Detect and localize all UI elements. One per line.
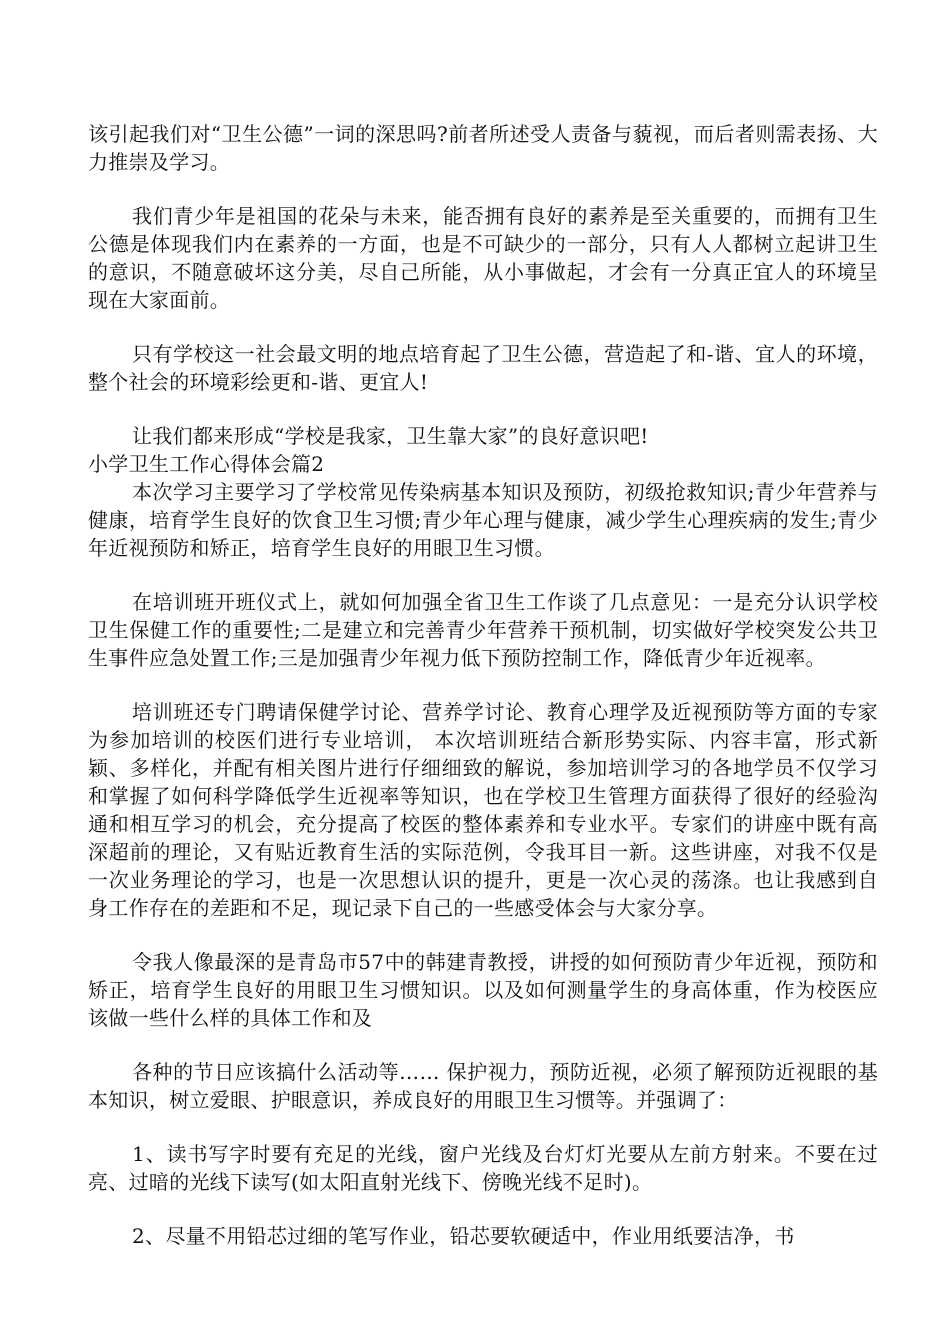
paragraph: 令我人像最深的是青岛市57中的韩建青教授，讲授的如何预防青少年近视，预防和矫正，培育学生良好的用眼卫生习惯知识。以及如何测量学生的身高体重，作为校医应该做一些什么样的具体工作和及	[88, 950, 878, 1030]
paragraph: 本次学习主要学习了学校常见传染病基本知识及预防，初级抢救知识;青少年营养与健康，培育学生良好的饮食卫生习惯;青少年心理与健康，减少学生心理疾病的发生;青少年近视预防和矫正，培育学生良好的用眼卫生习惯。	[88, 480, 878, 560]
paragraph: 培训班还专门聘请保健学讨论、营养学讨论、教育心理学及近视预防等方面的专家为参加培训的校医们进行专业培训， 本次培训班结合新形势实际、内容丰富，形式新颖、多样化，并配有相关图片进行仔细细致的解说，参加培训学习的各地学员不仅学习和掌握了如何科学降低学生近视率等知识，也在学校卫生管理方面获得了很好的经验沟通和相互学习的机会，充分提高了校医的整体素养和专业水平。专家们的讲座中既有高深超前的理论，又有贴近教育生活的实际范例，令我耳目一新。这些讲座，对我不仅是一次业务理论的学习，也是一次思想认识的提升，更是一次心灵的荡涤。也让我感到自身工作存在的差距和不足，现记录下自己的一些感受体会与大家分享。	[88, 700, 878, 920]
paragraph: 我们青少年是祖国的花朵与未来，能否拥有良好的素养是至关重要的，而拥有卫生公德是体现我们内在素养的一方面，也是不可缺少的一部分，只有人人都树立起讲卫生的意识，不随意破坏这分美，尽自己所能，从小事做起，才会有一分真正宜人的环境呈现在大家面前。	[88, 204, 878, 312]
paragraph: 该引起我们对“卫生公德”一词的深思吗?前者所述受人责备与藐视，而后者则需表扬、大力推崇及学习。	[88, 122, 878, 174]
paragraph: 各种的节日应该搞什么活动等…… 保护视力，预防近视，必须了解预防近视眼的基本知识，树立爱眼、护眼意识，养成良好的用眼卫生习惯等。并强调了：	[88, 1060, 878, 1112]
paragraph: 在培训班开班仪式上，就如何加强全省卫生工作谈了几点意见：一是充分认识学校卫生保健工作的重要性;二是建立和完善青少年营养干预机制，切实做好学校突发公共卫生事件应急处置工作;三是加强青少年视力低下预防控制工作，降低青少年近视率。	[88, 590, 878, 670]
list-item: 1、读书写字时要有充足的光线，窗户光线及台灯灯光要从左前方射来。不要在过亮、过暗的光线下读写(如太阳直射光线下、傍晚光线不足时)。	[88, 1142, 878, 1194]
document-page	[88, 120, 878, 1250]
list-item: 2、尽量不用铅芯过细的笔写作业，铅芯要软硬适中，作业用纸要洁净，书	[132, 1224, 795, 1248]
paragraph: 让我们都来形成“学校是我家，卫生靠大家”的良好意识吧!	[132, 424, 649, 448]
section-heading: 小学卫生工作心得体会篇2	[88, 452, 325, 476]
paragraph: 只有学校这一社会最文明的地点培育起了卫生公德，营造起了和-谐、宜人的环境，整个社会的环境彩绘更和-谐、更宜人!	[88, 342, 878, 394]
